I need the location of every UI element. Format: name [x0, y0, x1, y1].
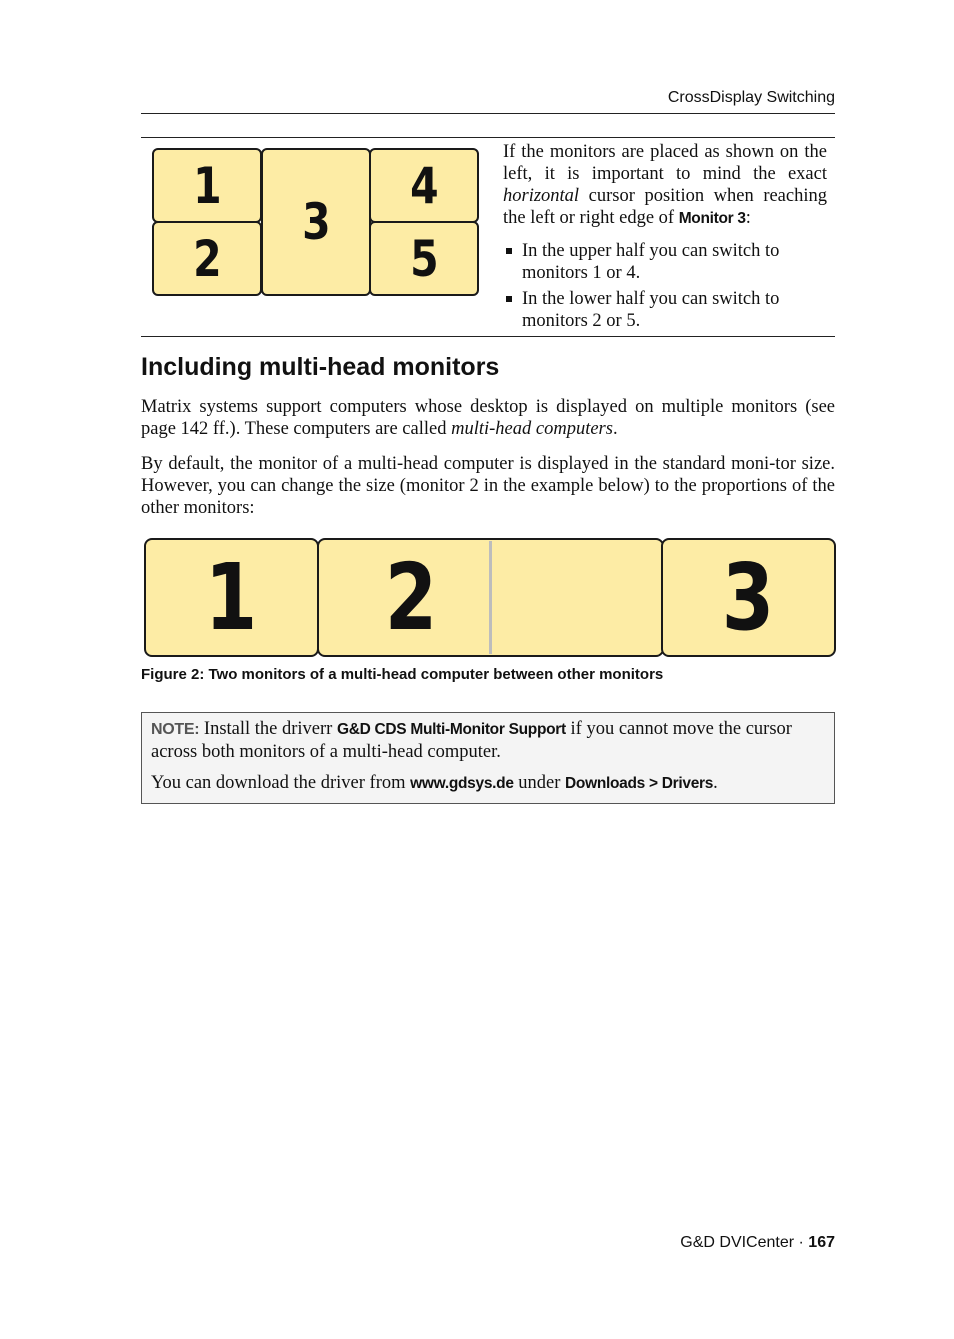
multihead-divider	[489, 541, 492, 654]
page-number: 167	[808, 1234, 835, 1251]
monitor-3: 3	[261, 148, 371, 296]
section-heading: Including multi-head monitors	[141, 353, 500, 381]
box-bottom-rule	[141, 336, 835, 337]
paragraph-2: By default, the monitor of a multi-head computer is displayed in the standard moni-tor size. However, you can change the size (monitor 2 in the example below) to the proportions of the other monitors:	[141, 454, 835, 518]
note-box	[141, 712, 835, 804]
side-description	[503, 141, 827, 336]
monitor-2: 2	[152, 221, 262, 296]
box-top-rule	[141, 137, 835, 138]
monitor-2: 2	[317, 538, 664, 657]
website-link: www.gdsys.de	[410, 775, 514, 792]
note-label: NOTE:	[151, 721, 200, 738]
intro-paragraph: If the monitors are placed as shown on the left, it is important to mind the exact horizontal cursor position when reaching the left or right edge of Monitor 3:	[503, 142, 827, 228]
note-line-2: You can download the driver from www.gdsys.de under Downloads > Drivers.	[151, 773, 718, 793]
list-item: In the lower half you can switch to monitors 2 or 5.	[503, 288, 827, 332]
bullet-list	[503, 240, 827, 332]
page-footer: G&D DVICenter · 167	[680, 1234, 835, 1251]
figure-caption: Figure 2: Two monitors of a multi-head computer between other monitors	[141, 666, 664, 683]
monitor-1: 1	[152, 148, 262, 223]
paragraph-1: Matrix systems support computers whose desktop is displayed on multiple monitors (see page 142 ff.). These computers are called multi-head computers.	[141, 397, 835, 439]
monitor-5: 5	[369, 221, 479, 296]
monitor-3: 3	[661, 538, 836, 657]
monitor-4: 4	[369, 148, 479, 223]
note-line-1: NOTE: Install the driverr G&D CDS Multi-Monitor Support if you cannot move the cursor across both monitors of a multi-head computer.	[151, 719, 792, 762]
list-item: In the upper half you can switch to monitors 1 or 4.	[503, 240, 827, 284]
running-header: CrossDisplay Switching	[667, 89, 835, 106]
header-rule	[141, 113, 835, 114]
monitor-1: 1	[144, 538, 319, 657]
